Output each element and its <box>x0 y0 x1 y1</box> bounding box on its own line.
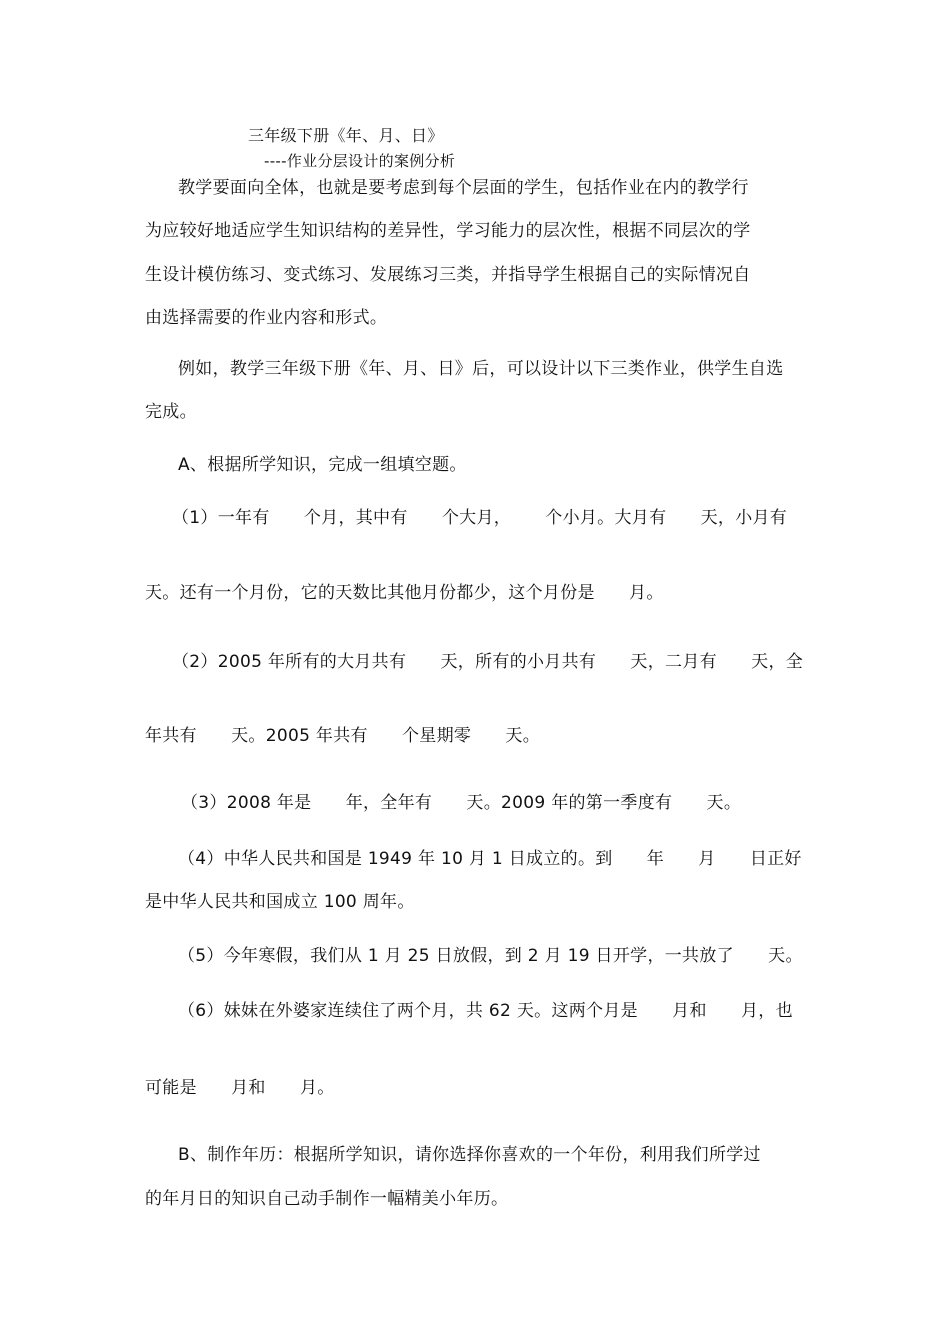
question-6-line-1: （6）妹妹在外婆家连续住了两个月，共 62 天。这两个月是 月和 月，也 <box>178 1001 793 1021</box>
question-3: （3）2008 年是 年，全年有 天。2009 年的第一季度有 天。 <box>181 793 742 813</box>
intro-line-4: 由选择需要的作业内容和形式。 <box>145 308 388 328</box>
question-4-line-2: 是中华人民共和国成立 100 周年。 <box>145 892 415 912</box>
section-b-line-1: B、制作年历：根据所学知识，请你选择你喜欢的一个年份，利用我们所学过 <box>178 1145 761 1165</box>
question-2-line-2: 年共有 天。2005 年共有 个星期零 天。 <box>145 726 541 746</box>
document-title: 三年级下册《年、月、日》 <box>248 126 444 145</box>
example-line-2: 完成。 <box>145 402 197 422</box>
question-1-line-2: 天。还有一个月份，它的天数比其他月份都少，这个月份是 月。 <box>145 583 664 603</box>
section-b-line-2: 的年月日的知识自己动手制作一幅精美小年历。 <box>145 1189 509 1209</box>
intro-line-1: 教学要面向全体，也就是要考虑到每个层面的学生，包括作业在内的教学行 <box>178 178 749 198</box>
document-subtitle: ----作业分层设计的案例分析 <box>264 152 456 170</box>
section-a-heading: A、根据所学知识，完成一组填空题。 <box>178 455 467 475</box>
example-line-1: 例如，教学三年级下册《年、月、日》后，可以设计以下三类作业，供学生自选 <box>178 359 784 379</box>
question-1-line-1: （1）一年有 个月，其中有 个大月， 个小月。大月有 天，小月有 <box>172 508 788 528</box>
question-6-line-2: 可能是 月和 月。 <box>145 1078 335 1098</box>
intro-line-3: 生设计模仿练习、变式练习、发展练习三类，并指导学生根据自己的实际情况自 <box>145 265 751 285</box>
question-5: （5）今年寒假，我们从 1 月 25 日放假，到 2 月 19 日开学，一共放了 天。 <box>178 946 803 966</box>
question-2-line-1: （2）2005 年所有的大月共有 天，所有的小月共有 天，二月有 天，全 <box>172 652 804 672</box>
question-4-line-1: （4）中华人民共和国是 1949 年 10 月 1 日成立的。到 年 月 日正好 <box>178 849 802 869</box>
intro-line-2: 为应较好地适应学生知识结构的差异性，学习能力的层次性，根据不同层次的学 <box>145 221 751 241</box>
